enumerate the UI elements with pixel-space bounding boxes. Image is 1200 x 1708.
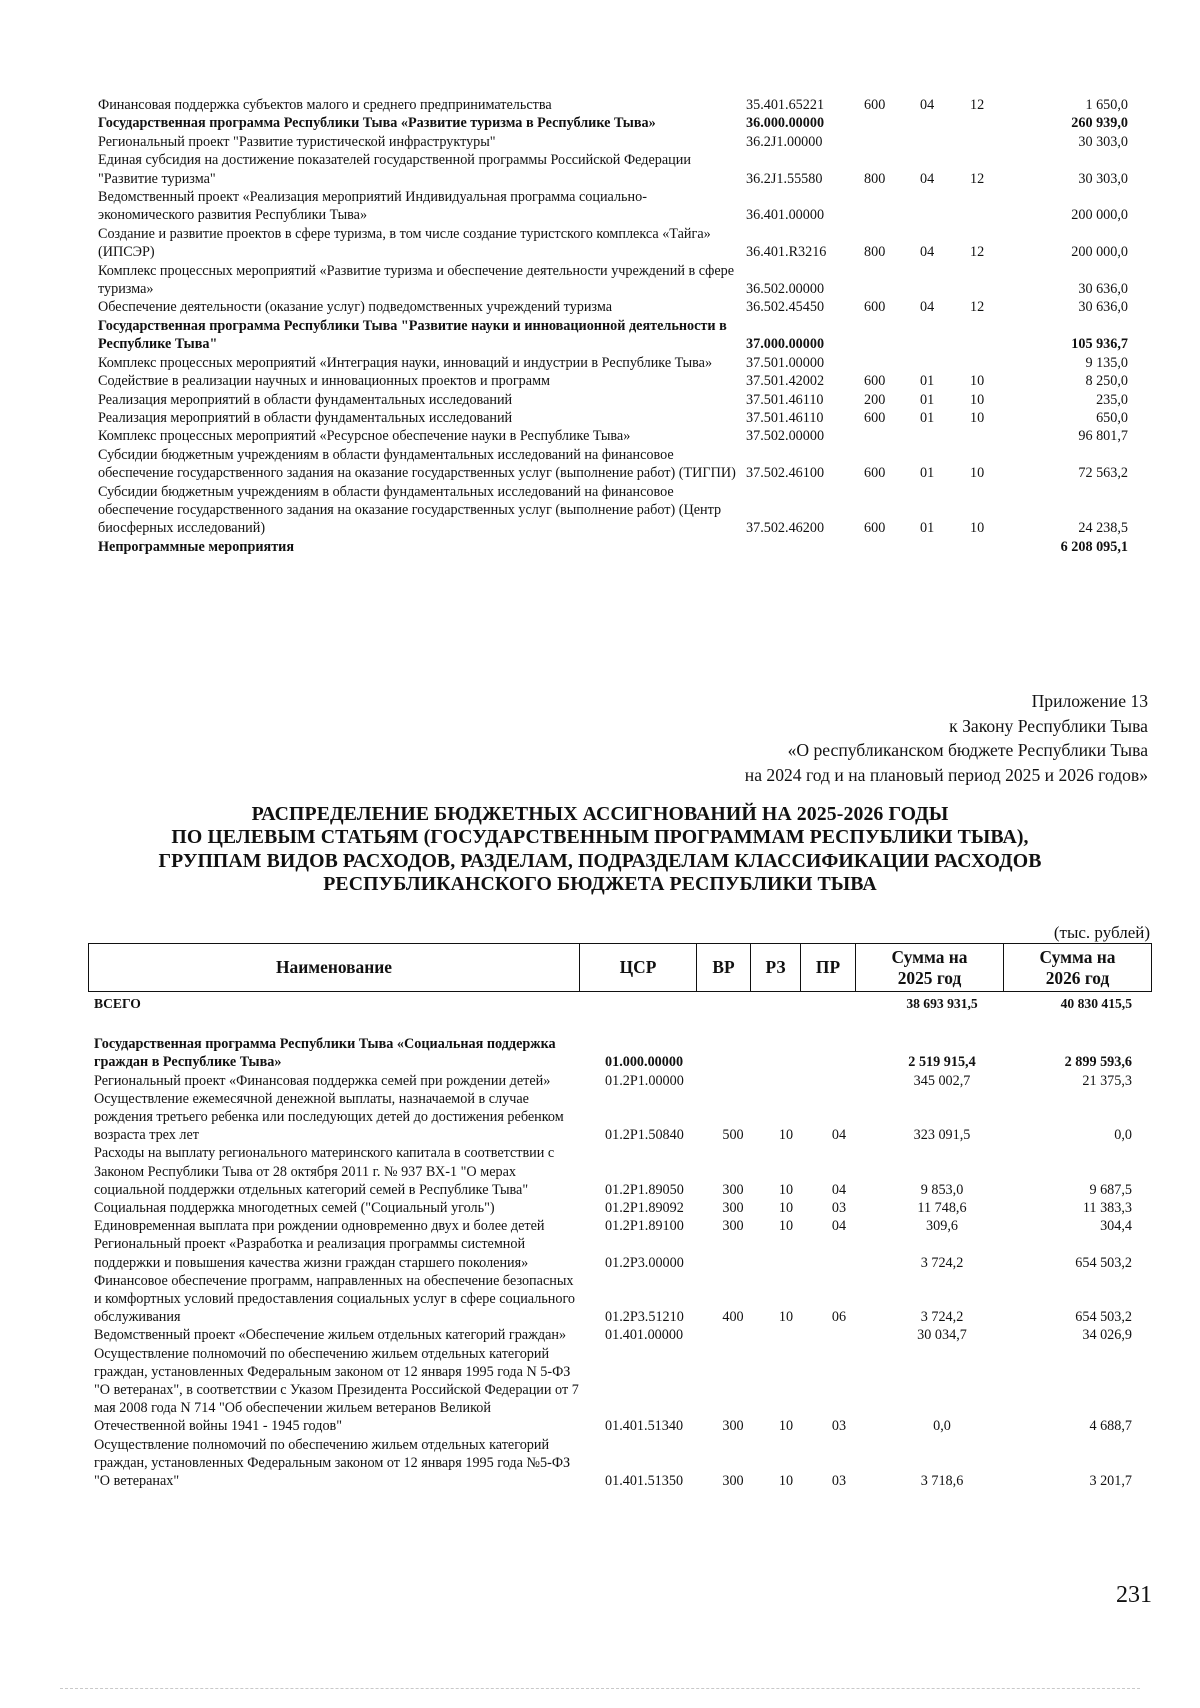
- table-row: [94, 995, 1144, 1013]
- table-row: [98, 538, 1128, 556]
- row-pr: [813, 1235, 865, 1271]
- row-name: Государственная программа Республики Тыва «Развитие туризма в Республике Тыва»: [98, 115, 656, 132]
- row-vr: 600: [864, 373, 886, 390]
- appendix-law-title: «О республиканском бюджете Республики Тыва: [787, 740, 1148, 761]
- row-sum-2025: 30 034,7: [917, 1327, 967, 1344]
- row-rz: 10: [778, 1181, 794, 1198]
- row-name: Комплекс процессных мероприятий «Интеграция науки, инноваций и индустрии в Республике Тыва»: [98, 354, 713, 371]
- row-vr: [864, 114, 920, 132]
- table-row: [94, 1144, 1144, 1199]
- row-name: Ведомственный проект «Реализация мероприятий Индивидуальная программа социально-экономического развития Республики Тыва»: [98, 189, 647, 224]
- row-pr: 10: [970, 373, 985, 390]
- main-table-body: [94, 995, 1144, 1490]
- header-sum-2025-line2: 2025 год: [897, 967, 962, 988]
- row-pr: 03: [831, 1473, 847, 1490]
- row-csr: 35.401.65221: [746, 97, 825, 113]
- appendix-law-period: на 2024 год и на плановый период 2025 и 2026 годов»: [744, 764, 1148, 785]
- row-vr: [864, 188, 920, 225]
- continuation-table: [98, 96, 1128, 556]
- appendix-number: Приложение 13: [1031, 691, 1148, 711]
- row-sum: 105 936,7: [1071, 336, 1128, 353]
- row-rz: [920, 133, 970, 151]
- table-row: [94, 1345, 1144, 1436]
- row-name: ВСЕГО: [94, 996, 141, 1011]
- row-sum: 24 238,5: [1078, 520, 1128, 537]
- row-pr: [970, 354, 1036, 372]
- table-row: [98, 483, 1128, 538]
- header-rz: РЗ: [751, 944, 801, 992]
- row-sum-2025: 38 693 931,5: [906, 996, 978, 1011]
- row-pr: [813, 1326, 865, 1344]
- row-pr: 06: [831, 1309, 847, 1326]
- appendix-law: к Закону Республики Тыва: [949, 715, 1148, 736]
- row-csr: 36.000.00000: [746, 115, 825, 132]
- row-rz: [920, 114, 970, 132]
- row-sum-2026: 34 026,9: [1082, 1327, 1132, 1344]
- row-name: Создание и развитие проектов в сфере туризма, в том числе создание туристского комплекса «Тайга» (ИПСЭР): [98, 225, 711, 261]
- row-csr: 01.2P1.89100: [605, 1218, 684, 1235]
- row-rz: 10: [778, 1200, 794, 1217]
- row-csr: 01.2P1.89050: [605, 1181, 684, 1198]
- row-csr: 01.2P3.00000: [605, 1254, 684, 1271]
- row-sum-2025: 3 724,2: [920, 1254, 964, 1271]
- row-csr: 37.502.46200: [746, 520, 825, 537]
- row-csr: 37.502.46100: [746, 465, 825, 482]
- row-vr: [707, 995, 759, 1013]
- row-sum: 30 303,0: [1078, 133, 1128, 150]
- row-sum-2025: 11 748,6: [917, 1200, 967, 1217]
- row-pr: 12: [970, 244, 985, 261]
- row-vr: 600: [864, 520, 886, 537]
- row-rz: [759, 1235, 813, 1271]
- row-rz: [920, 538, 970, 556]
- row-vr: [707, 1035, 759, 1071]
- row-vr: [864, 354, 920, 372]
- row-sum-2026: 304,4: [1100, 1218, 1132, 1235]
- row-sum-2025: 3 718,6: [920, 1473, 964, 1490]
- row-rz: 01: [920, 391, 935, 408]
- row-rz: [920, 317, 970, 354]
- row-rz: 04: [920, 299, 935, 316]
- table-row: [98, 133, 1128, 151]
- table-row: [98, 114, 1128, 132]
- row-rz: [759, 1326, 813, 1344]
- header-name: Наименование: [89, 944, 580, 992]
- header-sum-2026-line2: 2026 год: [1045, 967, 1110, 988]
- main-table-header: [88, 943, 1152, 992]
- row-pr: [970, 317, 1036, 354]
- row-vr: [707, 1072, 759, 1090]
- row-sum-2026: 21 375,3: [1082, 1072, 1132, 1089]
- row-vr: 600: [864, 299, 886, 316]
- table-row: [94, 1272, 1144, 1327]
- table-row: [98, 354, 1128, 372]
- row-pr: 10: [970, 409, 985, 426]
- row-rz: 01: [920, 373, 935, 390]
- continuation-table-body: [98, 96, 1128, 556]
- row-sum: 8 250,0: [1085, 373, 1128, 390]
- row-pr: 03: [831, 1200, 847, 1217]
- row-csr: 37.502.00000: [746, 428, 825, 445]
- row-pr: 03: [831, 1418, 847, 1435]
- row-rz: 10: [778, 1418, 794, 1435]
- row-rz: 01: [920, 465, 935, 482]
- row-sum-2026: 40 830 415,5: [1060, 996, 1132, 1011]
- table-row: [98, 427, 1128, 445]
- table-row: [94, 1217, 1144, 1235]
- row-vr: 200: [864, 391, 886, 408]
- row-pr: [813, 1072, 865, 1090]
- row-pr: [813, 1035, 865, 1071]
- row-name: Непрограммные мероприятия: [98, 538, 295, 555]
- row-csr: 37.501.00000: [746, 354, 825, 371]
- row-rz: 04: [920, 97, 935, 113]
- row-rz: [759, 1035, 813, 1071]
- row-sum-2026: 2 899 593,6: [1064, 1054, 1132, 1071]
- row-csr: 36.502.00000: [746, 281, 825, 298]
- row-csr: 36.502.45450: [746, 299, 825, 316]
- header-csr: ЦСР: [580, 944, 697, 992]
- table-row: [98, 225, 1128, 262]
- row-csr: 01.401.51350: [605, 1473, 684, 1490]
- units-label: (тыс. рублей): [1053, 923, 1150, 942]
- table-row: [98, 372, 1128, 390]
- row-name: Единая субсидия на достижение показателей государственной программы Российской Федерации "Развитие туризма": [98, 152, 691, 187]
- row-sum-2026: 9 687,5: [1089, 1181, 1132, 1198]
- table-row: [98, 446, 1128, 483]
- page-number: 231: [1116, 1582, 1152, 1608]
- row-rz: 10: [778, 1218, 794, 1235]
- row-csr: 01.2P1.00000: [605, 1072, 684, 1089]
- row-sum-2026: 11 383,3: [1082, 1200, 1132, 1217]
- header-sum-2025: [856, 944, 1004, 992]
- table-row: [94, 1326, 1144, 1344]
- row-sum-2025: 3 724,2: [920, 1309, 964, 1326]
- table-row: [98, 96, 1128, 114]
- row-sum-2026: 0,0: [1114, 1127, 1132, 1144]
- row-sum-2026: 654 503,2: [1075, 1309, 1132, 1326]
- row-sum: 30 303,0: [1078, 170, 1128, 187]
- row-vr: [864, 133, 920, 151]
- row-name: Обеспечение деятельности (оказание услуг) подведомственных учреждений туризма: [98, 299, 613, 316]
- row-sum: 650,0: [1096, 409, 1128, 426]
- row-name: Финансовое обеспечение программ, направленных на обеспечение безопасных и комфортных условий предоставления социальных услуг в сфере социального обслуживания: [94, 1272, 576, 1326]
- header-sum-2025-line1: Сумма на: [891, 946, 968, 967]
- table-row: [94, 1090, 1144, 1145]
- row-pr: 04: [831, 1218, 847, 1235]
- table-row: [94, 1199, 1144, 1217]
- row-csr: 01.2P1.89092: [605, 1200, 684, 1217]
- row-pr: [970, 262, 1036, 299]
- table-row: [98, 409, 1128, 427]
- row-sum-2026: 3 201,7: [1089, 1473, 1132, 1490]
- row-vr: [864, 427, 920, 445]
- row-name: Государственная программа Республики Тыва «Социальная поддержка граждан в Республике Тыва»: [94, 1036, 556, 1071]
- row-vr: 600: [864, 97, 886, 113]
- row-csr: 37.501.42002: [746, 373, 825, 390]
- row-csr: 36.2J1.55580: [746, 170, 823, 187]
- row-csr: [589, 995, 707, 1013]
- row-name: Региональный проект "Развитие туристической инфраструктуры": [98, 133, 496, 150]
- row-rz: 01: [920, 409, 935, 426]
- row-pr: 10: [970, 391, 985, 408]
- row-sum: 30 636,0: [1078, 281, 1128, 298]
- row-csr: 37.501.46110: [746, 409, 824, 426]
- row-pr: [970, 427, 1036, 445]
- table-row: [98, 262, 1128, 299]
- row-csr: 37.501.46110: [746, 391, 824, 408]
- row-csr: 01.2P1.50840: [605, 1127, 684, 1144]
- row-pr: [970, 133, 1036, 151]
- row-sum: 6 208 095,1: [1060, 538, 1128, 555]
- table-row: [94, 1436, 1144, 1491]
- header-sum-2026: [1004, 944, 1152, 992]
- row-vr: 400: [722, 1309, 744, 1326]
- table-row: [98, 298, 1128, 316]
- row-vr: 300: [722, 1418, 744, 1435]
- row-name: Государственная программа Республики Тыва "Развитие науки и инновационной деятельности в Республике Тыва": [98, 317, 727, 353]
- row-pr: 10: [970, 520, 985, 537]
- row-name: Реализация мероприятий в области фундаментальных исследований: [98, 391, 513, 408]
- row-name: Осуществление полномочий по обеспечению жильем отдельных категорий граждан, установленных Федеральным законом от 12 января 1995 года N 5-ФЗ "О ветеранах", в соответствии с Указом Президента Российской Федерации от 7 мая 2008 года N 714 "Об обеспечении жильем ветеранов Великой Отечественной войны 1941 - 1945 годов": [94, 1345, 579, 1435]
- title-line-4: РЕСПУБЛИКАНСКОГО БЮДЖЕТА РЕСПУБЛИКИ ТЫВА: [323, 873, 877, 896]
- row-csr: 01.401.51340: [605, 1418, 684, 1435]
- row-rz: 10: [778, 1473, 794, 1490]
- row-rz: [920, 427, 970, 445]
- row-pr: 12: [970, 299, 985, 316]
- row-rz: 01: [920, 520, 935, 537]
- row-name: Комплекс процессных мероприятий «Развитие туризма и обеспечение деятельности учреждений в сфере туризма»: [98, 262, 735, 298]
- row-rz: [759, 1072, 813, 1090]
- row-name: Комплекс процессных мероприятий «Ресурсное обеспечение науки в Республике Тыва»: [98, 428, 631, 445]
- row-vr: 500: [722, 1127, 744, 1144]
- header-sum-2026-line1: Сумма на: [1039, 946, 1116, 967]
- row-name: Расходы на выплату регионального материнского капитала в соответствии с Законом Республики Тыва от 28 октября 2011 г. № 937 ВХ-1 "О мерах социальной поддержки отдельных категорий семей в Республике Тыва": [94, 1145, 555, 1198]
- row-name: Реализация мероприятий в области фундаментальных исследований: [98, 409, 513, 426]
- row-sum: 235,0: [1096, 391, 1128, 408]
- header-vr: ВР: [697, 944, 751, 992]
- scan-edge-line: [60, 1688, 1140, 1690]
- title-line-3: ГРУППАМ ВИДОВ РАСХОДОВ, РАЗДЕЛАМ, ПОДРАЗДЕЛАМ КЛАССИФИКАЦИИ РАСХОДОВ: [158, 849, 1042, 872]
- row-vr: 300: [722, 1473, 744, 1490]
- table-row: [94, 1235, 1144, 1271]
- row-name: Единовременная выплата при рождении одновременно двух и более детей: [94, 1218, 545, 1235]
- row-sum-2025: 9 853,0: [920, 1181, 964, 1198]
- row-sum: 96 801,7: [1078, 428, 1128, 445]
- table-row: [98, 317, 1128, 354]
- row-rz: [920, 188, 970, 225]
- header-pr: ПР: [801, 944, 856, 992]
- row-rz: 10: [778, 1127, 794, 1144]
- row-sum: 200 000,0: [1071, 207, 1128, 224]
- row-csr: 01.401.00000: [605, 1327, 684, 1344]
- row-name: Финансовая поддержка субъектов малого и среднего предпринимательства: [98, 97, 552, 113]
- row-name: Ведомственный проект «Обеспечение жильем отдельных категорий граждан»: [94, 1327, 567, 1344]
- row-csr: [746, 538, 864, 556]
- row-csr: 36.2J1.00000: [746, 133, 823, 150]
- main-table: [94, 995, 1144, 1490]
- title-line-1: РАСПРЕДЕЛЕНИЕ БЮДЖЕТНЫХ АССИГНОВАНИЙ НА 2025-2026 ГОДЫ: [251, 803, 949, 825]
- row-sum-2025: 309,6: [926, 1218, 958, 1235]
- table-row: [98, 151, 1128, 188]
- row-rz: 10: [778, 1309, 794, 1326]
- row-sum-2026: 654 503,2: [1075, 1254, 1132, 1271]
- row-csr: 37.000.00000: [746, 336, 825, 353]
- row-sum: 9 135,0: [1085, 354, 1128, 371]
- row-sum-2025: 323 091,5: [913, 1127, 971, 1144]
- row-pr: 04: [831, 1127, 847, 1144]
- row-name: Региональный проект «Финансовая поддержка семей при рождении детей»: [94, 1072, 551, 1089]
- row-pr: 04: [831, 1181, 847, 1198]
- row-vr: 300: [722, 1218, 744, 1235]
- row-csr: 36.401.00000: [746, 207, 825, 224]
- table-row: [94, 1035, 1144, 1071]
- row-pr: 12: [970, 170, 985, 187]
- row-spacer: [94, 1013, 1144, 1035]
- row-vr: 300: [722, 1181, 744, 1198]
- row-vr: 600: [864, 465, 886, 482]
- row-sum: 1 650,0: [1085, 97, 1128, 113]
- row-vr: [864, 317, 920, 354]
- row-csr: 36.401.R3216: [746, 244, 827, 261]
- row-name: Субсидии бюджетным учреждениям в области фундаментальных исследований на финансовое обеспечение государственного задания на оказание государственных услуг (выполнение работ) (ТИГПИ): [98, 446, 736, 482]
- row-rz: [920, 354, 970, 372]
- row-pr: [970, 188, 1036, 225]
- row-name: Осуществление ежемесячной денежной выплаты, назначаемой в случае рождения третьего ребенка или последующих детей до достижения ребенком возраста трех лет: [94, 1090, 564, 1144]
- row-rz: 04: [920, 244, 935, 261]
- row-vr: [707, 1326, 759, 1344]
- row-name: Региональный проект «Разработка и реализация программы системной поддержки и повышения качества жизни граждан старшего поколения»: [94, 1236, 529, 1271]
- row-vr: 600: [864, 409, 886, 426]
- table-row: [98, 188, 1128, 225]
- row-sum-2025: 2 519 915,4: [908, 1054, 976, 1071]
- row-vr: [707, 1235, 759, 1271]
- row-pr: [970, 114, 1036, 132]
- row-pr: 10: [970, 465, 985, 482]
- row-pr: [970, 538, 1036, 556]
- row-spacer-cell: [94, 1013, 1144, 1035]
- row-sum: 200 000,0: [1071, 244, 1128, 261]
- row-sum-2025: 345 002,7: [913, 1072, 971, 1089]
- row-sum: 30 636,0: [1078, 299, 1128, 316]
- row-rz: 04: [920, 170, 935, 187]
- row-vr: 300: [722, 1200, 744, 1217]
- appendix-reference: [548, 689, 1148, 787]
- row-pr: [813, 995, 865, 1013]
- row-name: Социальная поддержка многодетных семей ("Социальный уголь"): [94, 1200, 495, 1217]
- document-title: [90, 803, 1110, 897]
- row-vr: 800: [864, 244, 886, 261]
- row-csr: 01.2P3.51210: [605, 1309, 684, 1326]
- table-row: [94, 1072, 1144, 1090]
- row-vr: 800: [864, 170, 886, 187]
- row-name: Содействие в реализации научных и инновационных проектов и программ: [98, 373, 551, 390]
- row-rz: [759, 995, 813, 1013]
- row-sum: 72 563,2: [1078, 465, 1128, 482]
- row-rz: [920, 262, 970, 299]
- table-row: [98, 391, 1128, 409]
- row-name: Субсидии бюджетным учреждениям в области фундаментальных исследований на финансовое обеспечение государственного задания на оказание государственных услуг (выполнение работ) (Центр биосферных исследований): [98, 483, 722, 537]
- row-vr: [864, 262, 920, 299]
- title-line-2: ПО ЦЕЛЕВЫМ СТАТЬЯМ (ГОСУДАРСТВЕННЫМ ПРОГРАММАМ РЕСПУБЛИКИ ТЫВА),: [171, 826, 1029, 849]
- row-csr: 01.000.00000: [605, 1054, 684, 1071]
- row-sum-2026: 4 688,7: [1089, 1418, 1132, 1435]
- row-pr: 12: [970, 97, 985, 113]
- row-name: Осуществление полномочий по обеспечению жильем отдельных категорий граждан, установленных Федеральным законом от 12 января 1995 года №5-ФЗ "О ветеранах": [94, 1436, 571, 1490]
- row-vr: [864, 538, 920, 556]
- row-sum-2025: 0,0: [933, 1418, 951, 1435]
- row-sum: 260 939,0: [1071, 115, 1128, 132]
